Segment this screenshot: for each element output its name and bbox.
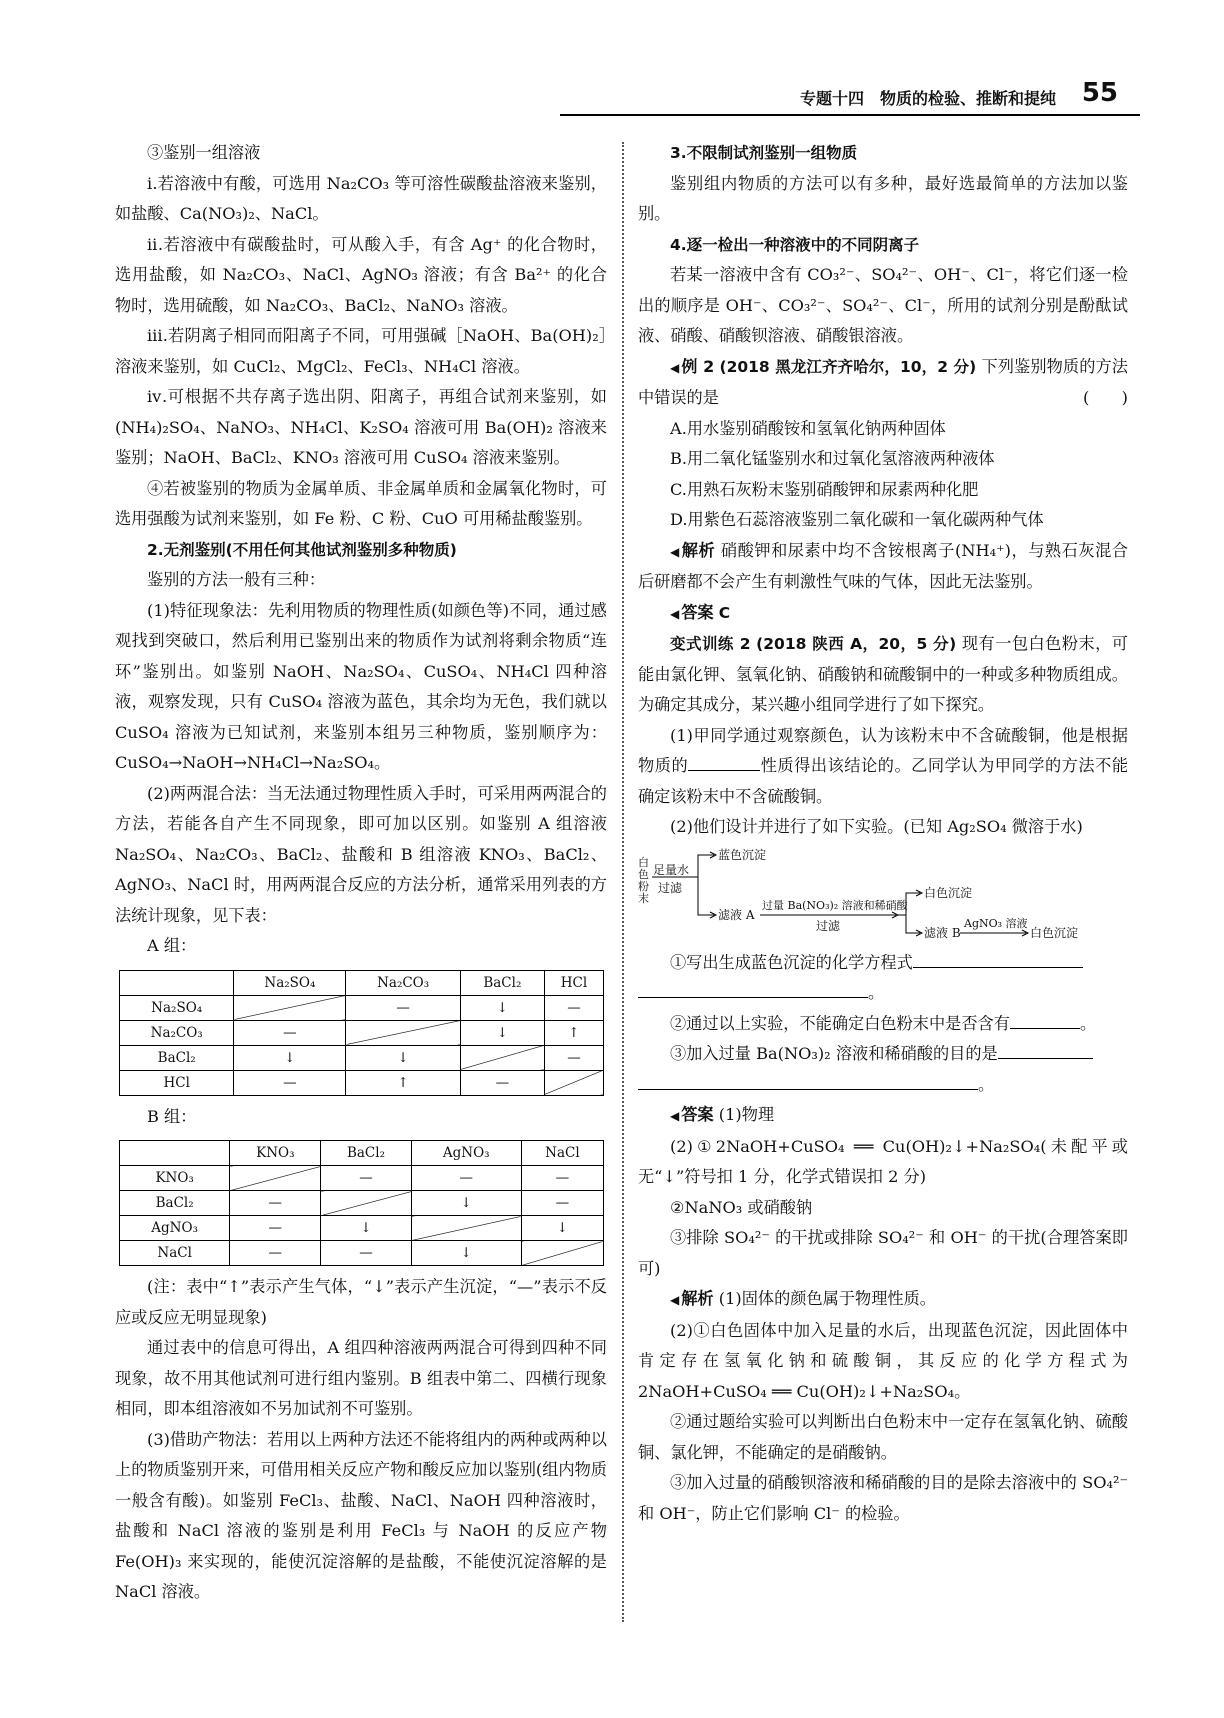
- answer-paren: ( ): [1082, 388, 1128, 407]
- right-column: [638, 138, 1128, 1529]
- table-cell: ↑: [544, 1020, 603, 1045]
- table-cell: —: [544, 1045, 603, 1070]
- answer-label: ◀ 答案: [670, 603, 714, 622]
- table-label: B 组：: [147, 1106, 197, 1126]
- table-cell: [234, 995, 346, 1020]
- table-a-wrap: [115, 970, 607, 1096]
- table-row: [120, 995, 604, 1020]
- option-c: C.用熟石灰粉末鉴别硝酸钾和尿素两种化肥: [670, 479, 979, 499]
- column-header: Na₂SO₄: [234, 970, 346, 995]
- table-cell: [411, 1216, 521, 1241]
- column-divider: [622, 142, 624, 1622]
- paragraph: 鉴别组内物质的方法可以有多种，最好选最简单的方法加以鉴别。: [638, 173, 1128, 223]
- table-cell: [321, 1191, 411, 1216]
- table-cell: —: [234, 1070, 346, 1095]
- sub-question-2-2: ②通过以上实验，不能确定白色粉末中是否含有 。: [670, 1013, 1097, 1033]
- sub-question-2: (2)他们设计并进行了如下实验。(已知 Ag₂SO₄ 微溶于水): [670, 817, 1083, 836]
- table-cell: —: [544, 995, 603, 1020]
- analysis: [638, 536, 1128, 598]
- table-cell: ↓: [411, 1191, 521, 1216]
- table-cell: ↓: [346, 1045, 460, 1070]
- flow-water: 足量水: [653, 862, 690, 877]
- column-header: KNO₃: [230, 1141, 321, 1166]
- page-header: [800, 78, 1130, 114]
- analysis-part: (2)①白色固体中加入足量的水后，出现蓝色沉淀，因此固体中肯定存在氢氧化钠和硫酸铜，其反应的化学方程式为 2NaOH+CuSO₄ ══ Cu(OH)₂↓+Na₂SO₄。: [638, 1320, 1128, 1401]
- analysis-text: 硝酸钾和尿素中均不含铵根离子(NH₄⁺)，与熟石灰混合后研磨都不会产生有刺激性气味的气体，因此无法鉴别。: [638, 540, 1128, 591]
- paragraph: ⅳ.可根据不共存离子选出阴、阳离子，再组合试剂来鉴别，如(NH₄)₂SO₄、NaNO₃、NH₄Cl、K₂SO₄ 溶液可用 Ba(OH)₂ 溶液来鉴别；NaOH、BaCl₂、KNO₃ 溶液可用 CuSO₄ 溶液来鉴别。: [115, 387, 607, 467]
- paragraph: 通过表中的信息可得出，A 组四种溶液两两混合可得到四种不同现象，故不用其他试剂可进行组内鉴别。B 组表中第二、四横行现象相同，即本组溶液如不另加试剂不可鉴别。: [115, 1338, 607, 1418]
- flow-white-precipitate-1: 白色沉淀: [924, 885, 973, 900]
- table-note: (注：表中“↑”表示产生气体，“↓”表示产生沉淀，“—”表示不反应或反应无明显现象): [115, 1277, 607, 1327]
- section-heading: 2.无剂鉴别(不用任何其他试剂鉴别多种物质): [147, 540, 457, 559]
- paragraph: ⅲ.若阴离子相同而阳离子不同，可用强碱［NaOH、Ba(OH)₂］溶液来鉴别，如 CuCl₂、MgCl₂、FeCl₃、NH₄Cl 溶液。: [115, 326, 607, 376]
- table-cell: —: [234, 1020, 346, 1045]
- flow-filter2: 过滤: [816, 918, 841, 933]
- paragraph: 鉴别的方法一般有三种：: [147, 570, 326, 589]
- table-cell: ↓: [521, 1216, 603, 1241]
- option-b: B.用二氧化锰鉴别水和过氧化氢溶液两种液体: [670, 449, 995, 468]
- page-number: 55: [1081, 78, 1118, 108]
- table-cell: —: [521, 1166, 603, 1191]
- flow-reagent: 过量 Ba(NO₃)₂ 溶液和稀硝酸: [762, 898, 908, 912]
- table-cell: [521, 1241, 603, 1266]
- table-row: [120, 1191, 604, 1216]
- answer-part: ②NaNO₃ 或硝酸钠: [670, 1197, 813, 1217]
- flow-blue-precipitate: 蓝色沉淀: [718, 847, 767, 862]
- answer-line: 。: [638, 1070, 1128, 1101]
- experiment-flowchart: [638, 847, 1128, 942]
- variant-source: (2018 陕西 A，20，5 分): [756, 635, 957, 653]
- table-cell: —: [230, 1241, 321, 1266]
- section-heading: 4.逐一检出一种溶液中的不同阴离子: [670, 235, 920, 254]
- flow-filtrate-b: 滤液 B: [924, 925, 961, 940]
- option-d: D.用紫色石蕊溶液鉴别二氧化碳和一氧化碳两种气体: [670, 510, 1044, 529]
- variant-stem: 现有一包白色粉末，可能由氯化钾、氢氧化钠、硝酸钠和硫酸铜中的一种或多种物质组成。为确定其成分，某兴趣小组同学进行了如下探究。: [638, 634, 1128, 714]
- paragraph: ③鉴别一组溶液: [147, 143, 261, 162]
- row-header: BaCl₂: [120, 1045, 234, 1070]
- table-cell: [544, 1070, 603, 1095]
- table-cell: ↓: [460, 995, 544, 1020]
- column-header: Na₂CO₃: [346, 970, 460, 995]
- variant-question: [638, 629, 1128, 721]
- column-header: BaCl₂: [460, 970, 544, 995]
- analysis-label: ◀ 解析: [670, 541, 715, 560]
- flow-agno3: AgNO₃ 溶液: [964, 916, 1028, 930]
- answer: ◀ 答案 (1)物理: [638, 1100, 1128, 1132]
- paragraph: 若某一溶液中含有 CO₃²⁻、SO₄²⁻、OH⁻、Cl⁻，将它们逐一检出的顺序是 OH⁻、CO₃²⁻、SO₄²⁻、Cl⁻，所用的试剂分别是酚酞试液、硝酸、硝酸钡溶液、硝酸银溶液。: [638, 265, 1128, 345]
- paragraph: ④若被鉴别的物质为金属单质、非金属单质和金属氧化物时，可选用强酸为试剂来鉴别，如 Fe 粉、C 粉、CuO 可用稀盐酸鉴别。: [115, 478, 607, 528]
- table-label: A 组：: [147, 936, 197, 955]
- table-cell: —: [230, 1191, 321, 1216]
- analysis-part: ②通过题给实验可以判断出白色粉末中一定存在氢氧化钠、硫酸铜、氯化钾，不能确定的是硝酸钠。: [638, 1412, 1128, 1462]
- column-header: AgNO₃: [411, 1141, 521, 1166]
- flow-white-precipitate-2: 白色沉淀: [1030, 925, 1079, 940]
- table-cell: ↑: [346, 1070, 460, 1095]
- table-cell: —: [521, 1191, 603, 1216]
- answer: [638, 598, 1128, 630]
- column-header: BaCl₂: [321, 1141, 411, 1166]
- header-rule: [560, 114, 1140, 116]
- row-header: Na₂SO₄: [120, 995, 234, 1020]
- row-header: NaCl: [120, 1241, 230, 1266]
- table-row: [120, 1045, 604, 1070]
- paragraph: (3)借助产物法：若用以上两种方法还不能将组内的两种或两种以上的物质鉴别开来，可借用相关反应产物和酸反应加以鉴别(组内物质一般含有酸)。如鉴别 FeCl₃、盐酸、NaCl、NaOH 四种溶液时，盐酸和 NaCl 溶液的鉴别是利用 FeCl₃ 与 NaOH 的反应产物 Fe(OH)₃ 来实现的，能使沉淀溶解的是盐酸，不能使沉淀溶解的是 NaCl 溶液。: [115, 1429, 607, 1601]
- table-b-wrap: [115, 1140, 607, 1266]
- paragraph: (2)两两混合法：当无法通过物理性质入手时，可采用两两混合的方法，若能各自产生不同现象，即可加以区别。如鉴别 A 组溶液 Na₂SO₄、Na₂CO₃、BaCl₂、盐酸和 B 组溶液 KNO₃、BaCl₂、AgNO₃、NaCl 时，用两两混合反应的方法分析，通常采用列表的方法统计现象，见下表：: [115, 783, 607, 925]
- answer-blank: [998, 1044, 1093, 1059]
- paragraph: (1)特征现象法：先利用物质的物理性质(如颜色等)不同，通过感观找到突破口，然后利用已鉴别出来的物质作为试剂将剩余物质“连环”鉴别出。如鉴别 NaOH、Na₂SO₄、CuSO₄、NH₄Cl 四种溶液，观察发现，只有 CuSO₄ 溶液为蓝色，其余均为无色，我们就以 CuSO₄ 溶液为已知试剂，来鉴别本组另三种物质，鉴别顺序为：CuSO₄→NaOH→NH₄Cl→Na₂SO₄。: [115, 600, 607, 772]
- flow-filter1: 过滤: [658, 880, 683, 895]
- table-cell: —: [460, 1070, 544, 1095]
- table-a: [119, 970, 604, 1096]
- table-cell: ↓: [234, 1045, 346, 1070]
- variant-label: 变式训练 2: [670, 635, 751, 653]
- row-header: AgNO₃: [120, 1216, 230, 1241]
- row-header: KNO₃: [120, 1166, 230, 1191]
- sub-question-2-3: ③加入过量 Ba(NO₃)₂ 溶液和稀硝酸的目的是: [638, 1039, 1128, 1070]
- answer-blank: [913, 953, 1083, 968]
- table-cell: [346, 1020, 460, 1045]
- table-corner-cell: [120, 970, 234, 995]
- sub-question-1: (1)甲同学通过观察颜色，认为该粉末中不含硫酸铜，他是根据物质的 性质得出该结论的。乙同学认为甲同学的方法不能确定该粉末中不含硫酸铜。: [638, 725, 1129, 806]
- answer-blank: [638, 983, 868, 998]
- column-header: HCl: [544, 970, 603, 995]
- example-question: [638, 352, 1128, 414]
- option-a: A.用水鉴别硝酸铵和氢氧化钠两种固体: [670, 418, 946, 438]
- example-source: (2018 黑龙江齐齐哈尔，10，2 分): [719, 357, 977, 376]
- table-cell: —: [230, 1216, 321, 1241]
- row-header: HCl: [120, 1070, 234, 1095]
- section-heading: 3.不限制试剂鉴别一组物质: [670, 144, 858, 162]
- table-cell: —: [346, 995, 460, 1020]
- table-corner-cell: [120, 1141, 230, 1166]
- answer-label: ◀ 答案: [670, 1105, 714, 1124]
- analysis: ◀ 解析 (1)固体的颜色属于物理性质。: [638, 1284, 1128, 1316]
- paragraph: ⅱ.若溶液中有碳酸盐时，可从酸入手，有含 Ag⁺ 的化合物时，选用盐酸，如 Na₂CO₃、NaCl、AgNO₃ 溶液；有含 Ba²⁺ 的化合物时，选用硫酸，如 Na₂CO₃、BaCl₂、NaNO₃ 溶液。: [115, 234, 607, 315]
- answer-text: C: [718, 603, 731, 622]
- table-cell: ↓: [321, 1216, 411, 1241]
- row-header: BaCl₂: [120, 1191, 230, 1216]
- table-row: [120, 1166, 604, 1191]
- example-label: ◀ 例 2: [670, 357, 714, 376]
- example-stem: 下列鉴别物质的方法中错误的是: [638, 356, 1128, 407]
- answer-blank: [638, 1075, 978, 1090]
- answer-part: (2)①2NaOH+CuSO₄ ══ Cu(OH)₂↓+Na₂SO₄(未配平或无“↓”符号扣 1 分，化学式错误扣 2 分): [638, 1136, 1128, 1186]
- flow-filtrate-a: 滤液 A: [718, 907, 755, 922]
- table-row: [120, 1020, 604, 1045]
- chapter-title: 专题十四 物质的检验、推断和提纯: [800, 89, 1057, 108]
- answer-part: ③排除 SO₄²⁻ 的干扰或排除 SO₄²⁻ 和 OH⁻ 的干扰(合理答案即可): [638, 1228, 1128, 1278]
- table-cell: [230, 1166, 321, 1191]
- table-cell: ↓: [411, 1241, 521, 1266]
- table-cell: —: [411, 1166, 521, 1191]
- answer-blank: [688, 756, 760, 771]
- table-cell: [460, 1045, 544, 1070]
- table-b: [119, 1140, 604, 1266]
- sub-question-2-1: ①写出生成蓝色沉淀的化学方程式: [638, 948, 1128, 979]
- left-column: [115, 138, 607, 1608]
- answer-blank: [1010, 1014, 1080, 1029]
- table-cell: —: [321, 1166, 411, 1191]
- flow-start: 白色粉末: [638, 855, 649, 905]
- analysis-part: ③加入过量的硝酸钡溶液和稀硝酸的目的是除去溶液中的 SO₄²⁻ 和 OH⁻，防止它们影响 Cl⁻ 的检验。: [638, 1473, 1128, 1523]
- table-cell: ↓: [460, 1020, 544, 1045]
- paragraph: ⅰ.若溶液中有酸，可选用 Na₂CO₃ 等可溶性碳酸盐溶液来鉴别，如盐酸、Ca(NO₃)₂、NaCl。: [115, 173, 607, 223]
- analysis-label: ◀ 解析: [670, 1289, 714, 1308]
- answer-line: 。: [638, 978, 1128, 1009]
- table-row: [120, 1216, 604, 1241]
- table-cell: —: [321, 1241, 411, 1266]
- column-header: NaCl: [521, 1141, 603, 1166]
- table-row: [120, 1070, 604, 1095]
- table-row: [120, 1241, 604, 1266]
- row-header: Na₂CO₃: [120, 1020, 234, 1045]
